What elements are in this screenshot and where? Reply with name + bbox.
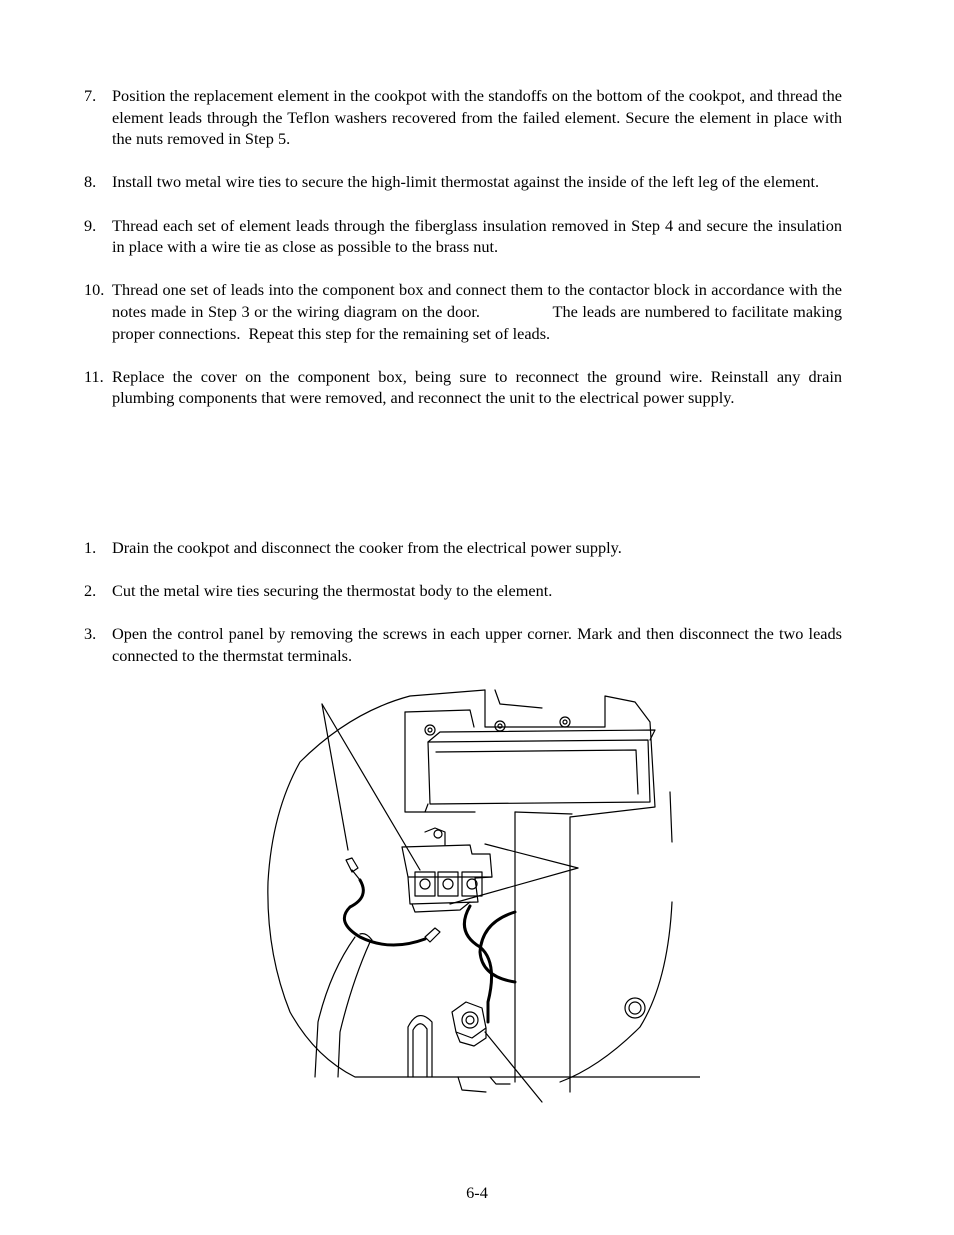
step-1 <box>84 537 842 559</box>
wire-lead-3 <box>480 912 515 982</box>
step-2 <box>84 580 842 602</box>
step-text: Open the control panel by removing the screws in each upper corner. Mark and then disconnect the two leads connected to the thermstat terminals. <box>112 624 842 665</box>
page-number: 6-4 <box>466 1183 488 1202</box>
step-text: Thread one set of leads into the component box and connect them to the contactor block in accordance with the notes made in Step 3 or the wiring diagram on the door. The leads are numbered to facilitate making proper connections. Repeat this step for the remaining set of leads. <box>112 280 847 343</box>
step-number: 10. <box>84 280 105 300</box>
step-text: Replace the cover on the component box, being sure to reconnect the ground wire. Reinstall any drain plumbing components that were removed, and reconnect the unit to the electrical power supply. <box>112 366 842 408</box>
step-10 <box>84 279 847 344</box>
leader-line-bottom <box>485 1032 542 1102</box>
step-number: 9. <box>84 215 97 235</box>
step-number: 8. <box>84 172 97 192</box>
step-text: Position the replacement element in the cookpot with the standoffs on the bottom of the cookpot, and thread the element leads through the Teflon washers recovered from the failed element. Secure the element in place with the nuts removed in Step 5. <box>112 86 842 149</box>
step-list-element-replacement <box>84 85 847 409</box>
wire-lead-1 <box>344 880 425 945</box>
wire-lead-2 <box>464 906 491 1022</box>
step-number: 2. <box>84 581 97 601</box>
view-boundary-right-lower <box>560 902 672 1082</box>
thermostat-wiring-illustration <box>260 682 700 1112</box>
insulation-tube <box>315 937 355 1077</box>
step-9 <box>84 215 842 258</box>
step-3 <box>84 623 842 666</box>
step-number: 3. <box>84 624 97 644</box>
view-boundary-right <box>670 792 672 842</box>
step-list-thermostat-replacement <box>84 537 842 667</box>
step-text: Install two metal wire ties to secure the high-limit thermostat against the inside of the left leg of the element. <box>112 172 820 192</box>
step-text: Drain the cookpot and disconnect the cooker from the electrical power supply. <box>112 538 622 557</box>
leader-line-right-2 <box>450 868 578 904</box>
step-number: 11. <box>84 366 104 386</box>
lead-terminal-mid <box>425 928 440 942</box>
mounting-hole <box>625 998 645 1018</box>
step-11 <box>84 366 842 409</box>
step-text: Thread each set of element leads through the fiberglass insulation removed in Step 4 and secure the insulation in place with a wire tie as close as possible to the brass nut. <box>112 215 842 257</box>
outlet-ring <box>408 1016 432 1077</box>
step-7 <box>84 85 842 150</box>
wall-plate <box>405 712 475 812</box>
hex-nut <box>452 1002 486 1038</box>
step-number: 7. <box>84 86 97 105</box>
step-text: Cut the metal wire ties securing the thermostat body to the element. <box>112 581 553 601</box>
step-number: 1. <box>84 538 97 557</box>
step-8 <box>84 171 842 193</box>
leader-line-right-1 <box>485 844 578 868</box>
